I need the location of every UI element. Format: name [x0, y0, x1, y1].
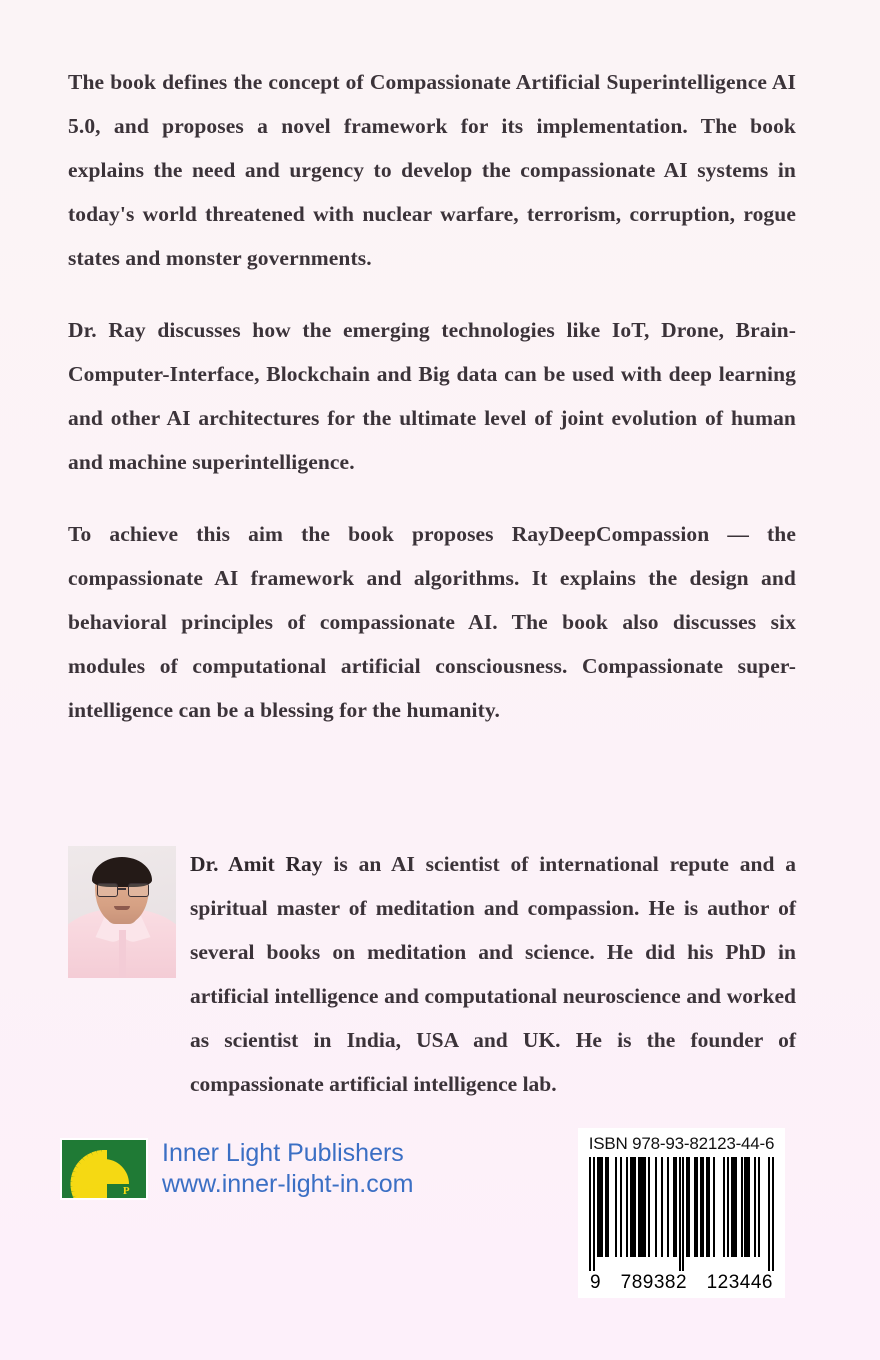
- portrait-glasses-bridge: [118, 888, 126, 890]
- isbn-label: ISBN 978-93-82123-44-6: [588, 1134, 775, 1153]
- portrait-mouth: [114, 906, 130, 910]
- blurb-paragraph-3: To achieve this aim the book proposes RayDeepCompassion — the compassionate AI framework and algorithms. It explains the design and behavioral principles of compassionate AI. The book also discusses six modules of computational artificial consciousness. Compassionate super-intelligence can be a blessing for the humanity.: [68, 522, 796, 722]
- author-bio-block: [68, 842, 796, 1106]
- publisher-block: [60, 1138, 413, 1200]
- author-portrait-photo: [68, 846, 176, 978]
- barcode-bars: [588, 1157, 775, 1271]
- author-bio-body: is an AI scientist of international repute and a spiritual master of meditation and compassion. He is author of several books on meditation and science. He did his PhD in artificial intelligence and computational neuroscience and worked as scientist in India, USA and UK. He is the founder of compassionate artificial intelligence lab.: [190, 852, 796, 1096]
- publisher-logo-letters: I L P: [78, 1185, 137, 1197]
- barcode-digits-left-group: 789382: [620, 1272, 688, 1293]
- author-name: Dr. Amit Ray: [190, 852, 323, 876]
- portrait-glasses-right-lens: [128, 883, 149, 897]
- publisher-website-link[interactable]: www.inner-light-in.com: [162, 1170, 414, 1198]
- publisher-logo-icon: [60, 1138, 148, 1200]
- blurb-paragraph-1: The book defines the concept of Compassionate Artificial Superintelligence AI 5.0, and proposes a novel framework for its implementation. The book explains the need and urgency to develop the compassionate AI systems in today's world threatened with nuclear warfare, terrorism, corruption, rogue states and monster governments.: [68, 70, 796, 270]
- portrait-shirt-placket: [119, 930, 126, 978]
- isbn-barcode-box: [578, 1128, 785, 1298]
- blurb-text-block: [68, 60, 796, 732]
- barcode-digits: [588, 1272, 775, 1294]
- publisher-text-block: [162, 1138, 413, 1200]
- publisher-name: Inner Light Publishers: [162, 1139, 404, 1167]
- author-bio-text: [68, 842, 796, 1106]
- blurb-paragraph-2: Dr. Ray discusses how the emerging technologies like IoT, Drone, Brain-Computer-Interface, Blockchain and Big data can be used with deep learning and other AI architectures for the ultimate level of joint evolution of human and machine superintelligence.: [68, 318, 796, 474]
- barcode-digit-prefix: 9: [590, 1272, 602, 1293]
- barcode-digits-right-group: 123446: [706, 1272, 773, 1293]
- portrait-glasses-left-lens: [97, 883, 118, 897]
